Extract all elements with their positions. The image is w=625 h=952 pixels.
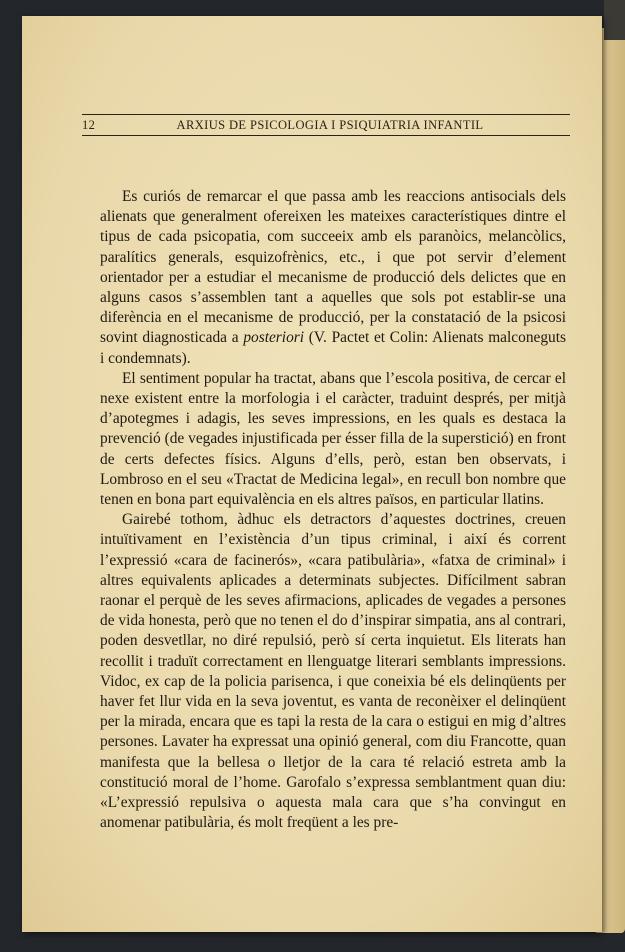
page-header bbox=[82, 114, 570, 136]
header-row bbox=[82, 115, 570, 135]
paragraph-1 bbox=[100, 187, 566, 369]
paragraph-1-text-end: (V. Pactet et Colin: Alienats malconeguts i condemnats). bbox=[100, 329, 566, 367]
header-rule-bottom bbox=[82, 135, 570, 136]
paragraph-3: Gairebé tothom, àdhuc els detractors d’aquestes doctrines, creuen intuïtivament en l’existència d’un tipus criminal, i així és corrent l’expressió «cara de facinerós», «cara patibulària», «fatxa de criminal» i altres equivalents aplicades a determinats subjectes. Difícilment sabran raonar el perquè de les seves afirmacions, aplicades de vegades a persones de vida honesta, però que no tenen el do d’inspirar simpatia, ans al contrari, poden desvetllar, no diré repulsió, però sí certa inquietut. Els literats han recollit i traduït correctament en llenguatge literari semblants impressions. Vidoc, ex cap de la policia parisenca, i que coneixia bé els delinqüents per haver fet llur vida en la seva joventut, es vanta de reconèixer el delinqüent per la mirada, encara que es tapi la resta de la cara o estigui en mig d’altres persones. Lavater ha expressat una opinió general, com diu Francotte, quan manifesta que la bellesa o lletjor de la cara té relació estreta amb la constitució moral de l’home. Garofalo s’expressa semblantment quan diu: «L’expressió repulsiva o aquesta mala cara que s’ha convingut en anomenar patibulària, és molt freqüent a les pre- bbox=[100, 511, 566, 832]
running-title: ARXIUS DE PSICOLOGIA I PSIQUIATRIA INFANTIL bbox=[176, 118, 484, 132]
binding-strip bbox=[604, 0, 625, 40]
page-number: 12 bbox=[82, 118, 96, 132]
paragraph-2: El sentiment popular ha tractat, abans que l’escola positiva, de cercar el nexe existent entre la morfologia i el caràcter, traduint després, per mitjà d’apotegmes i adagis, les seves impressions, en les quals es destaca la prevenció (de vegades injustificada per ésser filla de la superstició) en front de certs defectes físics. Alguns d’ells, però, estan ben observats, i Lombroso en el seu «Tractat de Medicina legal», en recull bon nombre que tenen en bona part equivalència en els altres països, en particular llatins. bbox=[100, 369, 566, 509]
italic-term: posteriori bbox=[243, 329, 305, 347]
paragraph-1-text: Es curiós de remarcar el que passa amb les reaccions antisocials dels alienats que generalment ofereixen les mateixes característiques dintre el tipus de cada psicopatia, com succeeix amb els paranòics, melancòlics, paralítics generals, esquizofrènics, etc., i que pot servir d’element orientador per a estudiar el mecanisme de producció dels delictes que en alguns casos s’assemblen tant a aquelles que sols pot establir-se una diferència en el mecanisme de producció, per la constatació de la psicosi sovint diagnosticada a bbox=[100, 188, 566, 347]
body-text bbox=[100, 187, 566, 834]
book-page bbox=[22, 16, 602, 932]
